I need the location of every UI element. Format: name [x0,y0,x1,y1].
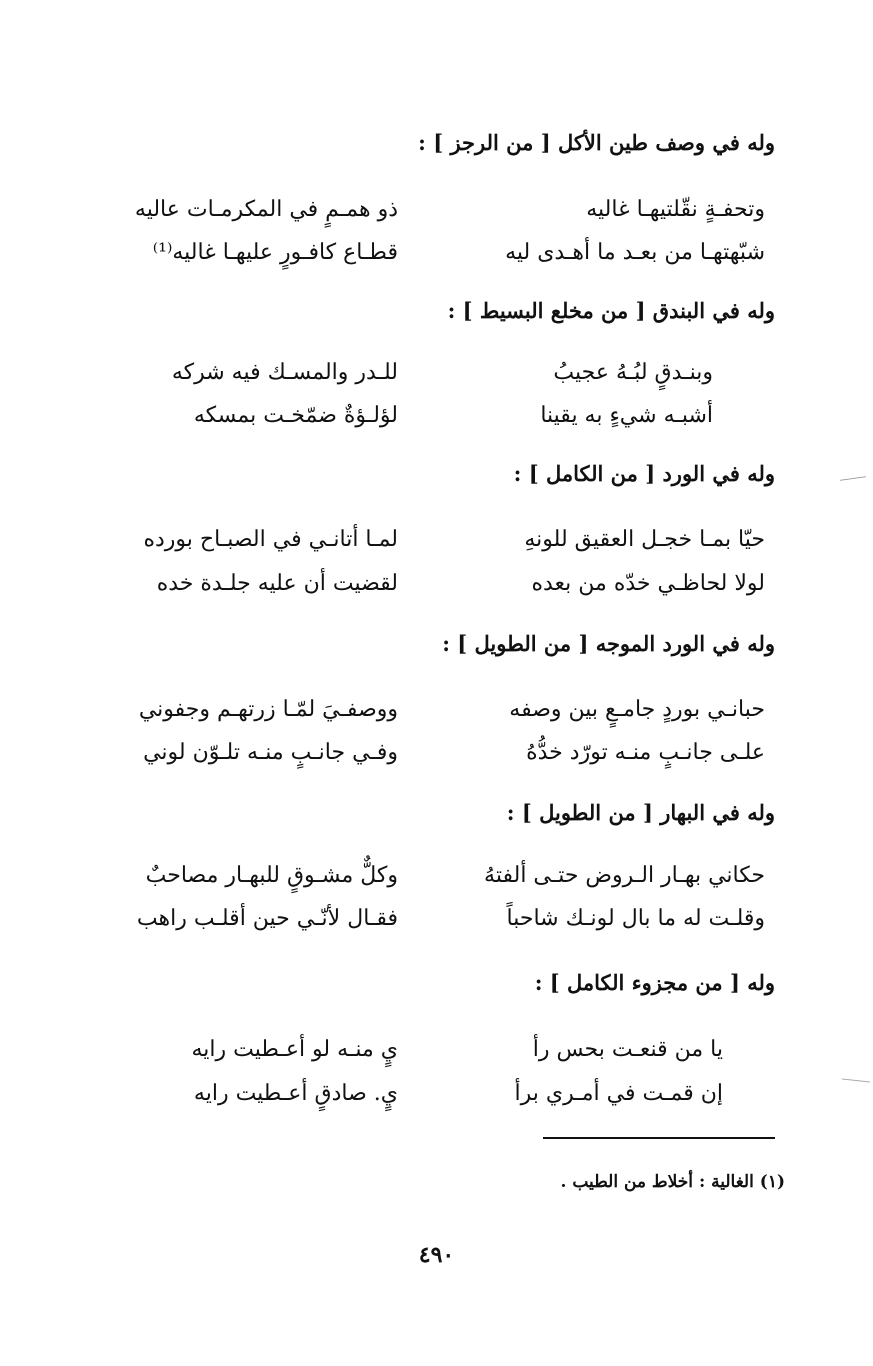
section-heading: وله في وصف طين الأكل [ من الرجز ] : [418,130,775,155]
verse-first-hemistich: شبّهتهـا من بعـد ما أهـدى ليه [505,240,765,265]
section-heading: وله في البهار [ من الطويل ] : [506,800,775,825]
verse-first-hemistich: وقلـت له ما بال لونـك شاحباً [506,906,765,931]
verse-second-hemistich: للـدر والمسـك فيه شركه [171,360,398,385]
verse-first-hemistich: علـى جانـبٍ منـه تورّد خدُّهُ [526,740,765,765]
verse-second-hemistich: وكلٌّ مشـوقٍ للبهـار مصاحبٌ [145,863,398,888]
verse-second-hemistich: لؤلـؤةٌ ضمّخـت بمسكه [193,403,398,428]
section-heading: وله في البندق [ من مخلع البسيط ] : [447,298,775,323]
verse-second-hemistich: لمـا أتانـي في الصبـاح بورده [143,527,398,552]
verse-first-hemistich: وبنـدقٍ لبُـهُ عجيبُ [553,360,713,385]
verse-second-hemistich: ووصفـيَ لمّـا زرتهـم وجفوني [138,697,398,722]
verse-first-hemistich: حبانـي بوردٍ جامـعٍ بين وصفه [509,697,765,722]
section-heading: وله في الورد [ من الكامل ] : [513,461,775,486]
footnote-divider [543,1137,775,1139]
verse-second-hemistich: يٍ منـه لو أعـطيت رايه [191,1037,398,1062]
verse-second-hemistich: لقضيت أن عليه جلـدة خده [156,571,398,596]
section-heading: وله في الورد الموجه [ من الطويل ] : [442,631,775,656]
verse-first-hemistich: لولا لحاظـي خدّه من بعده [531,571,765,596]
scan-mark [840,476,866,481]
verse-second-hemistich: فقـال لأنّـي حين أقلـب راهب [136,906,398,931]
verse-first-hemistich: يا من قنعـت بحس رأ [532,1037,723,1062]
section-heading: وله [ من مجزوء الكامل ] : [534,970,775,995]
footnote: (١) الغالية : أخلاط من الطيب . [560,1172,785,1192]
verse-first-hemistich: إن قمـت في أمـري برأ [514,1081,723,1106]
verse-first-hemistich: أشبـه شيءٍ به يقينا [540,403,713,428]
verse-first-hemistich: حيّا بمـا خجـل العقيق للونهِ [524,527,765,552]
verse-first-hemistich: وتحفـةٍ نقّلتيهـا غاليه [586,197,765,222]
verse-second-hemistich: يٍ. صادقٍ أعـطيت رايه [193,1081,398,1106]
page-number: ٤٩٠ [418,1242,455,1268]
verse-second-hemistich: ذو همـمٍ في المكرمـات عاليه [134,197,398,222]
verse-first-hemistich: حكاني بهـار الـروض حتـى ألفتهُ [484,863,765,888]
scan-mark [842,1079,870,1083]
verse-second-hemistich: قطـاع كافـورٍ عليهـا غاليه⁽¹⁾ [152,240,398,265]
verse-second-hemistich: وفـي جانـبٍ منـه تلـوّن لوني [143,740,398,765]
